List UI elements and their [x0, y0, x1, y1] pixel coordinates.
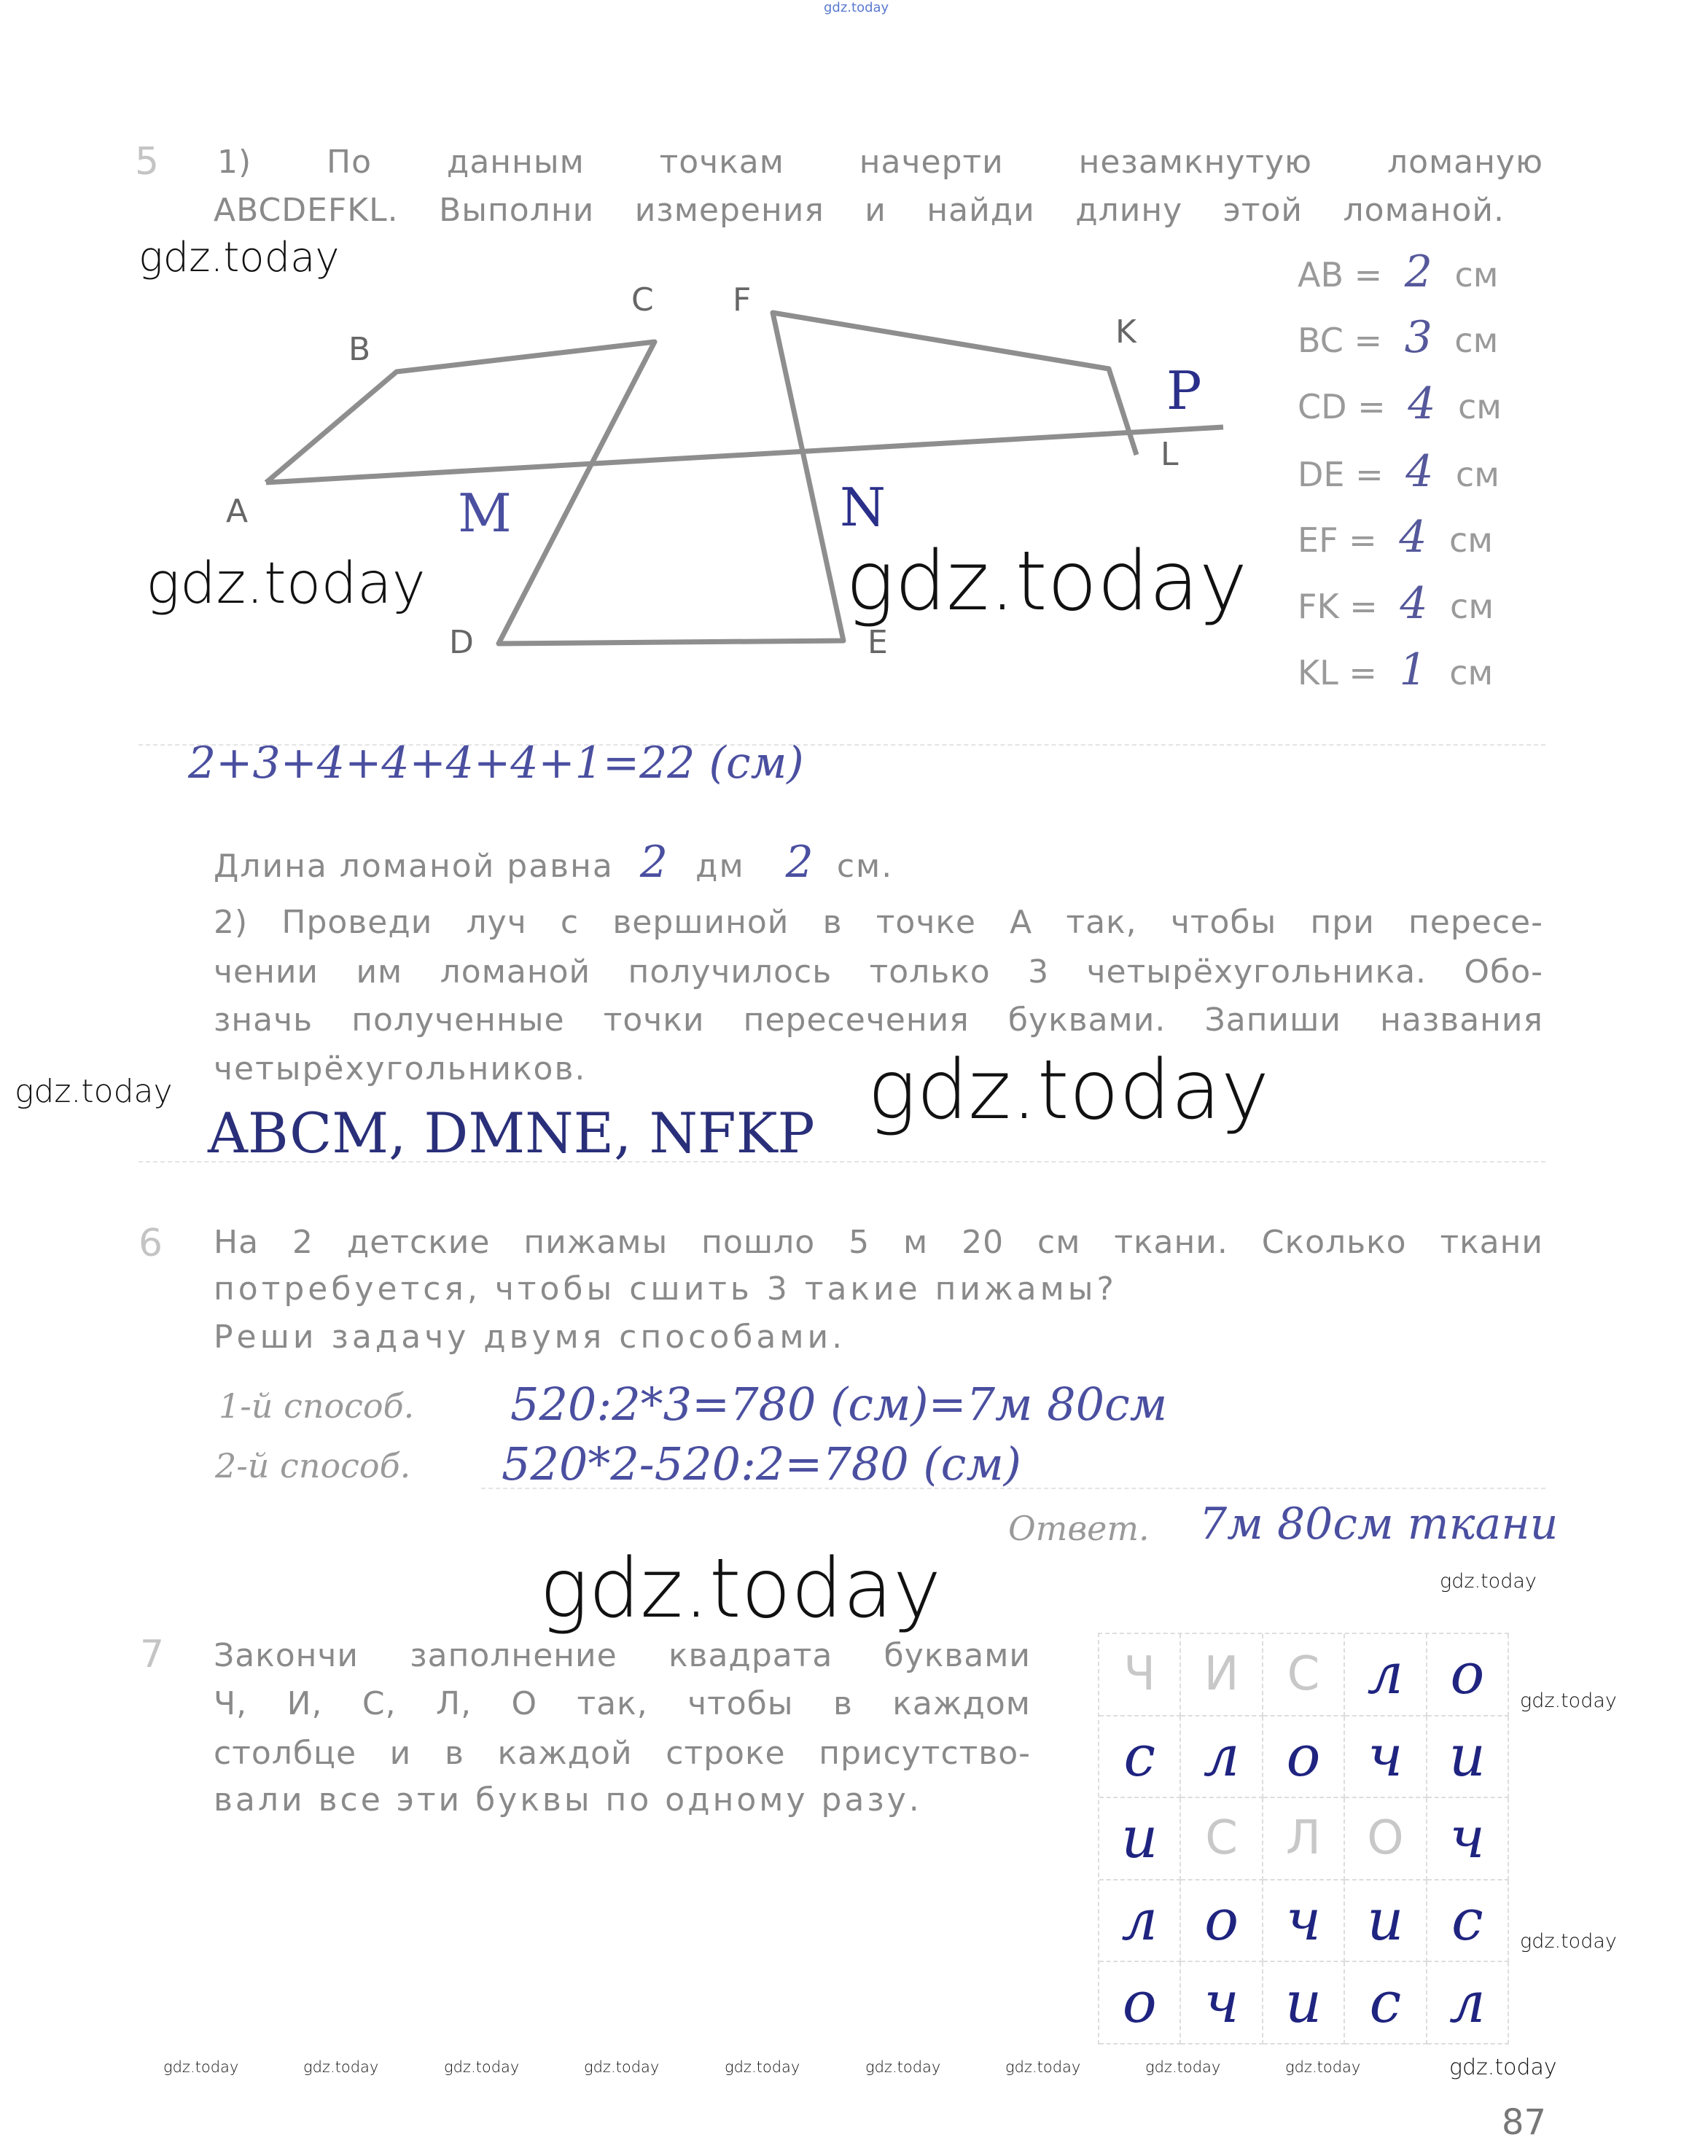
- grid-cell-handwritten: о: [1427, 1634, 1509, 1716]
- grid-cell-handwritten: ч: [1345, 1716, 1427, 1799]
- grid-cell-printed: И: [1181, 1634, 1263, 1716]
- task5-number: 5: [135, 140, 160, 184]
- task5-line1: 1) По данным точкам начерти незамкнутую ломаную: [217, 144, 1543, 181]
- grid-cell-handwritten: л: [1181, 1716, 1263, 1799]
- length-prefix: Длина ломаной равна: [214, 848, 614, 885]
- value: 4: [1408, 378, 1436, 429]
- watermark: gdz.today: [15, 1073, 173, 1110]
- watermark: gdz.today: [1520, 1690, 1617, 1712]
- unit: см: [1448, 520, 1493, 560]
- method1-label: 1-й способ.: [219, 1386, 415, 1426]
- watermark: gdz.today: [163, 2058, 239, 2076]
- grid-cell-handwritten: о: [1099, 1962, 1181, 2044]
- grid-cell-handwritten: с: [1099, 1716, 1181, 1799]
- watermark: gdz.today: [539, 1542, 942, 1636]
- unit: см: [1454, 255, 1499, 294]
- measurement-kl: [1298, 644, 1493, 698]
- task6-number: 6: [139, 1222, 163, 1265]
- task7-line: Ч, И, С, Л, О так, чтобы в каждом: [214, 1685, 1031, 1722]
- point-label-a: A: [226, 493, 249, 530]
- grid-cell-handwritten: и: [1263, 1962, 1345, 2044]
- watermark: gdz.today: [139, 234, 340, 281]
- point-label-m: M: [458, 483, 512, 544]
- part2-line: значь полученные точки пересечения буквами. Запиши названия: [214, 1001, 1543, 1039]
- watermark: gdz.today: [865, 2058, 941, 2076]
- grid-cell-printed: О: [1345, 1798, 1427, 1880]
- label: EF =: [1298, 520, 1377, 560]
- point-label-k: K: [1115, 313, 1136, 351]
- unit: см: [1449, 653, 1494, 692]
- label: DE =: [1298, 455, 1384, 494]
- watermark: gdz.today: [1005, 2058, 1081, 2076]
- task7-line: вали все эти буквы по одному разу.: [214, 1781, 922, 1819]
- unit: см: [1450, 587, 1494, 626]
- length-dm-value: 2: [639, 837, 670, 888]
- part2-line: четырёхугольников.: [214, 1050, 587, 1087]
- value: 4: [1400, 578, 1428, 629]
- watermark: gdz.today: [444, 2058, 520, 2076]
- point-label-c: C: [631, 281, 654, 319]
- grid-cell-handwritten: с: [1345, 1962, 1427, 2044]
- answer-label: Ответ.: [1008, 1509, 1150, 1548]
- quadrilaterals-answer: ABCM, DMNE, NFKP: [208, 1101, 815, 1165]
- point-label-p: P: [1166, 360, 1202, 421]
- measurement-ab: [1298, 246, 1498, 300]
- sum-calculation: 2+3+4+4+4+4+1=22 (см): [188, 738, 804, 789]
- part2-line: 2) Проведи луч с вершиной в точке A так, чтобы при пересе-: [214, 904, 1543, 941]
- watermark: gdz.today: [725, 2058, 800, 2076]
- grid-cell-handwritten: л: [1427, 1962, 1509, 2044]
- task6-line: Реши задачу двумя способами.: [214, 1319, 846, 1356]
- point-label-b: B: [348, 331, 371, 368]
- watermark: gdz.today: [846, 534, 1248, 629]
- divider: [481, 1488, 1545, 1489]
- unit: см: [1454, 321, 1499, 360]
- label: KL =: [1298, 653, 1377, 692]
- measurement-de: [1298, 446, 1500, 500]
- label: FK =: [1298, 587, 1378, 626]
- dm-unit: дм: [695, 848, 745, 885]
- grid-cell-handwritten: и: [1427, 1716, 1509, 1799]
- grid-cell-handwritten: и: [1345, 1880, 1427, 1963]
- value: 4: [1399, 512, 1427, 563]
- header-watermark: gdz.today: [824, 0, 889, 15]
- task6-answer: 7м 80см ткани: [1199, 1499, 1559, 1550]
- grid-cell-handwritten: о: [1263, 1716, 1345, 1799]
- watermark: gdz.today: [584, 2058, 660, 2076]
- task7-line: Закончи заполнение квадрата буквами: [214, 1637, 1031, 1674]
- watermark: gdz.today: [146, 551, 426, 617]
- unit: см: [1457, 387, 1502, 426]
- watermark: gdz.today: [867, 1043, 1270, 1138]
- task7-number: 7: [140, 1633, 165, 1676]
- measurement-fk: [1298, 578, 1494, 632]
- watermark: gdz.today: [1520, 1930, 1617, 1953]
- watermark: gdz.today: [303, 2058, 379, 2076]
- point-label-n: N: [840, 477, 886, 538]
- watermark: gdz.today: [1440, 1570, 1537, 1593]
- grid-cell-printed: С: [1181, 1798, 1263, 1880]
- value: 3: [1404, 312, 1432, 363]
- label: BC =: [1298, 321, 1383, 360]
- watermark: gdz.today: [1285, 2058, 1361, 2076]
- grid-cell-printed: Л: [1263, 1798, 1345, 1880]
- grid-cell-handwritten: ч: [1427, 1798, 1509, 1880]
- value: 1: [1399, 644, 1427, 695]
- method2-solution: 520*2-520:2=780 (см): [502, 1437, 1021, 1491]
- label: AB =: [1298, 255, 1383, 294]
- grid-cell-handwritten: л: [1099, 1880, 1181, 1963]
- grid-cell-handwritten: л: [1345, 1634, 1427, 1716]
- task6-line: На 2 детские пижамы пошло 5 м 20 см ткани. Сколько ткани: [214, 1224, 1543, 1261]
- point-label-f: F: [733, 281, 752, 319]
- point-label-l: L: [1161, 436, 1179, 473]
- value: 2: [1404, 246, 1432, 297]
- cm-unit: см.: [836, 848, 894, 885]
- part2-line: чении им ломаной получилось только 3 четырёхугольника. Обо-: [214, 953, 1543, 991]
- ray-from-a: [266, 427, 1223, 483]
- label: CD =: [1298, 387, 1386, 426]
- task6-line: потребуется, чтобы сшить 3 такие пижамы?: [214, 1270, 1118, 1308]
- grid-cell-handwritten: о: [1181, 1880, 1263, 1963]
- task5-line2: ABCDEFKL. Выполни измерения и найди длину этой ломаной.: [214, 192, 1505, 229]
- grid-cell-printed: Ч: [1099, 1634, 1181, 1716]
- measurement-bc: [1298, 312, 1498, 366]
- grid-cell-handwritten: и: [1099, 1798, 1181, 1880]
- length-cm-value: 2: [785, 837, 815, 888]
- page-number: 87: [1502, 2102, 1547, 2143]
- unit: см: [1455, 455, 1500, 494]
- grid-cell-printed: С: [1263, 1634, 1345, 1716]
- grid-cell-handwritten: ч: [1263, 1880, 1345, 1963]
- point-label-d: D: [449, 624, 474, 661]
- grid-cell-handwritten: ч: [1181, 1962, 1263, 2044]
- task7-line: столбце и в каждой строке присутство-: [214, 1735, 1031, 1772]
- grid-cell-handwritten: с: [1427, 1880, 1509, 1963]
- watermark: gdz.today: [1449, 2055, 1557, 2080]
- watermark: gdz.today: [1145, 2058, 1221, 2076]
- divider: [139, 1161, 1545, 1163]
- length-sentence: [214, 837, 893, 888]
- measurement-ef: [1298, 512, 1493, 566]
- method2-label: 2-й способ.: [215, 1446, 411, 1485]
- latin-square-grid: [1098, 1633, 1509, 2044]
- measurement-cd: [1298, 378, 1502, 432]
- value: 4: [1405, 446, 1434, 497]
- point-label-e: E: [867, 624, 888, 661]
- method1-solution: 520:2*3=780 (см)=7м 80см: [510, 1378, 1168, 1431]
